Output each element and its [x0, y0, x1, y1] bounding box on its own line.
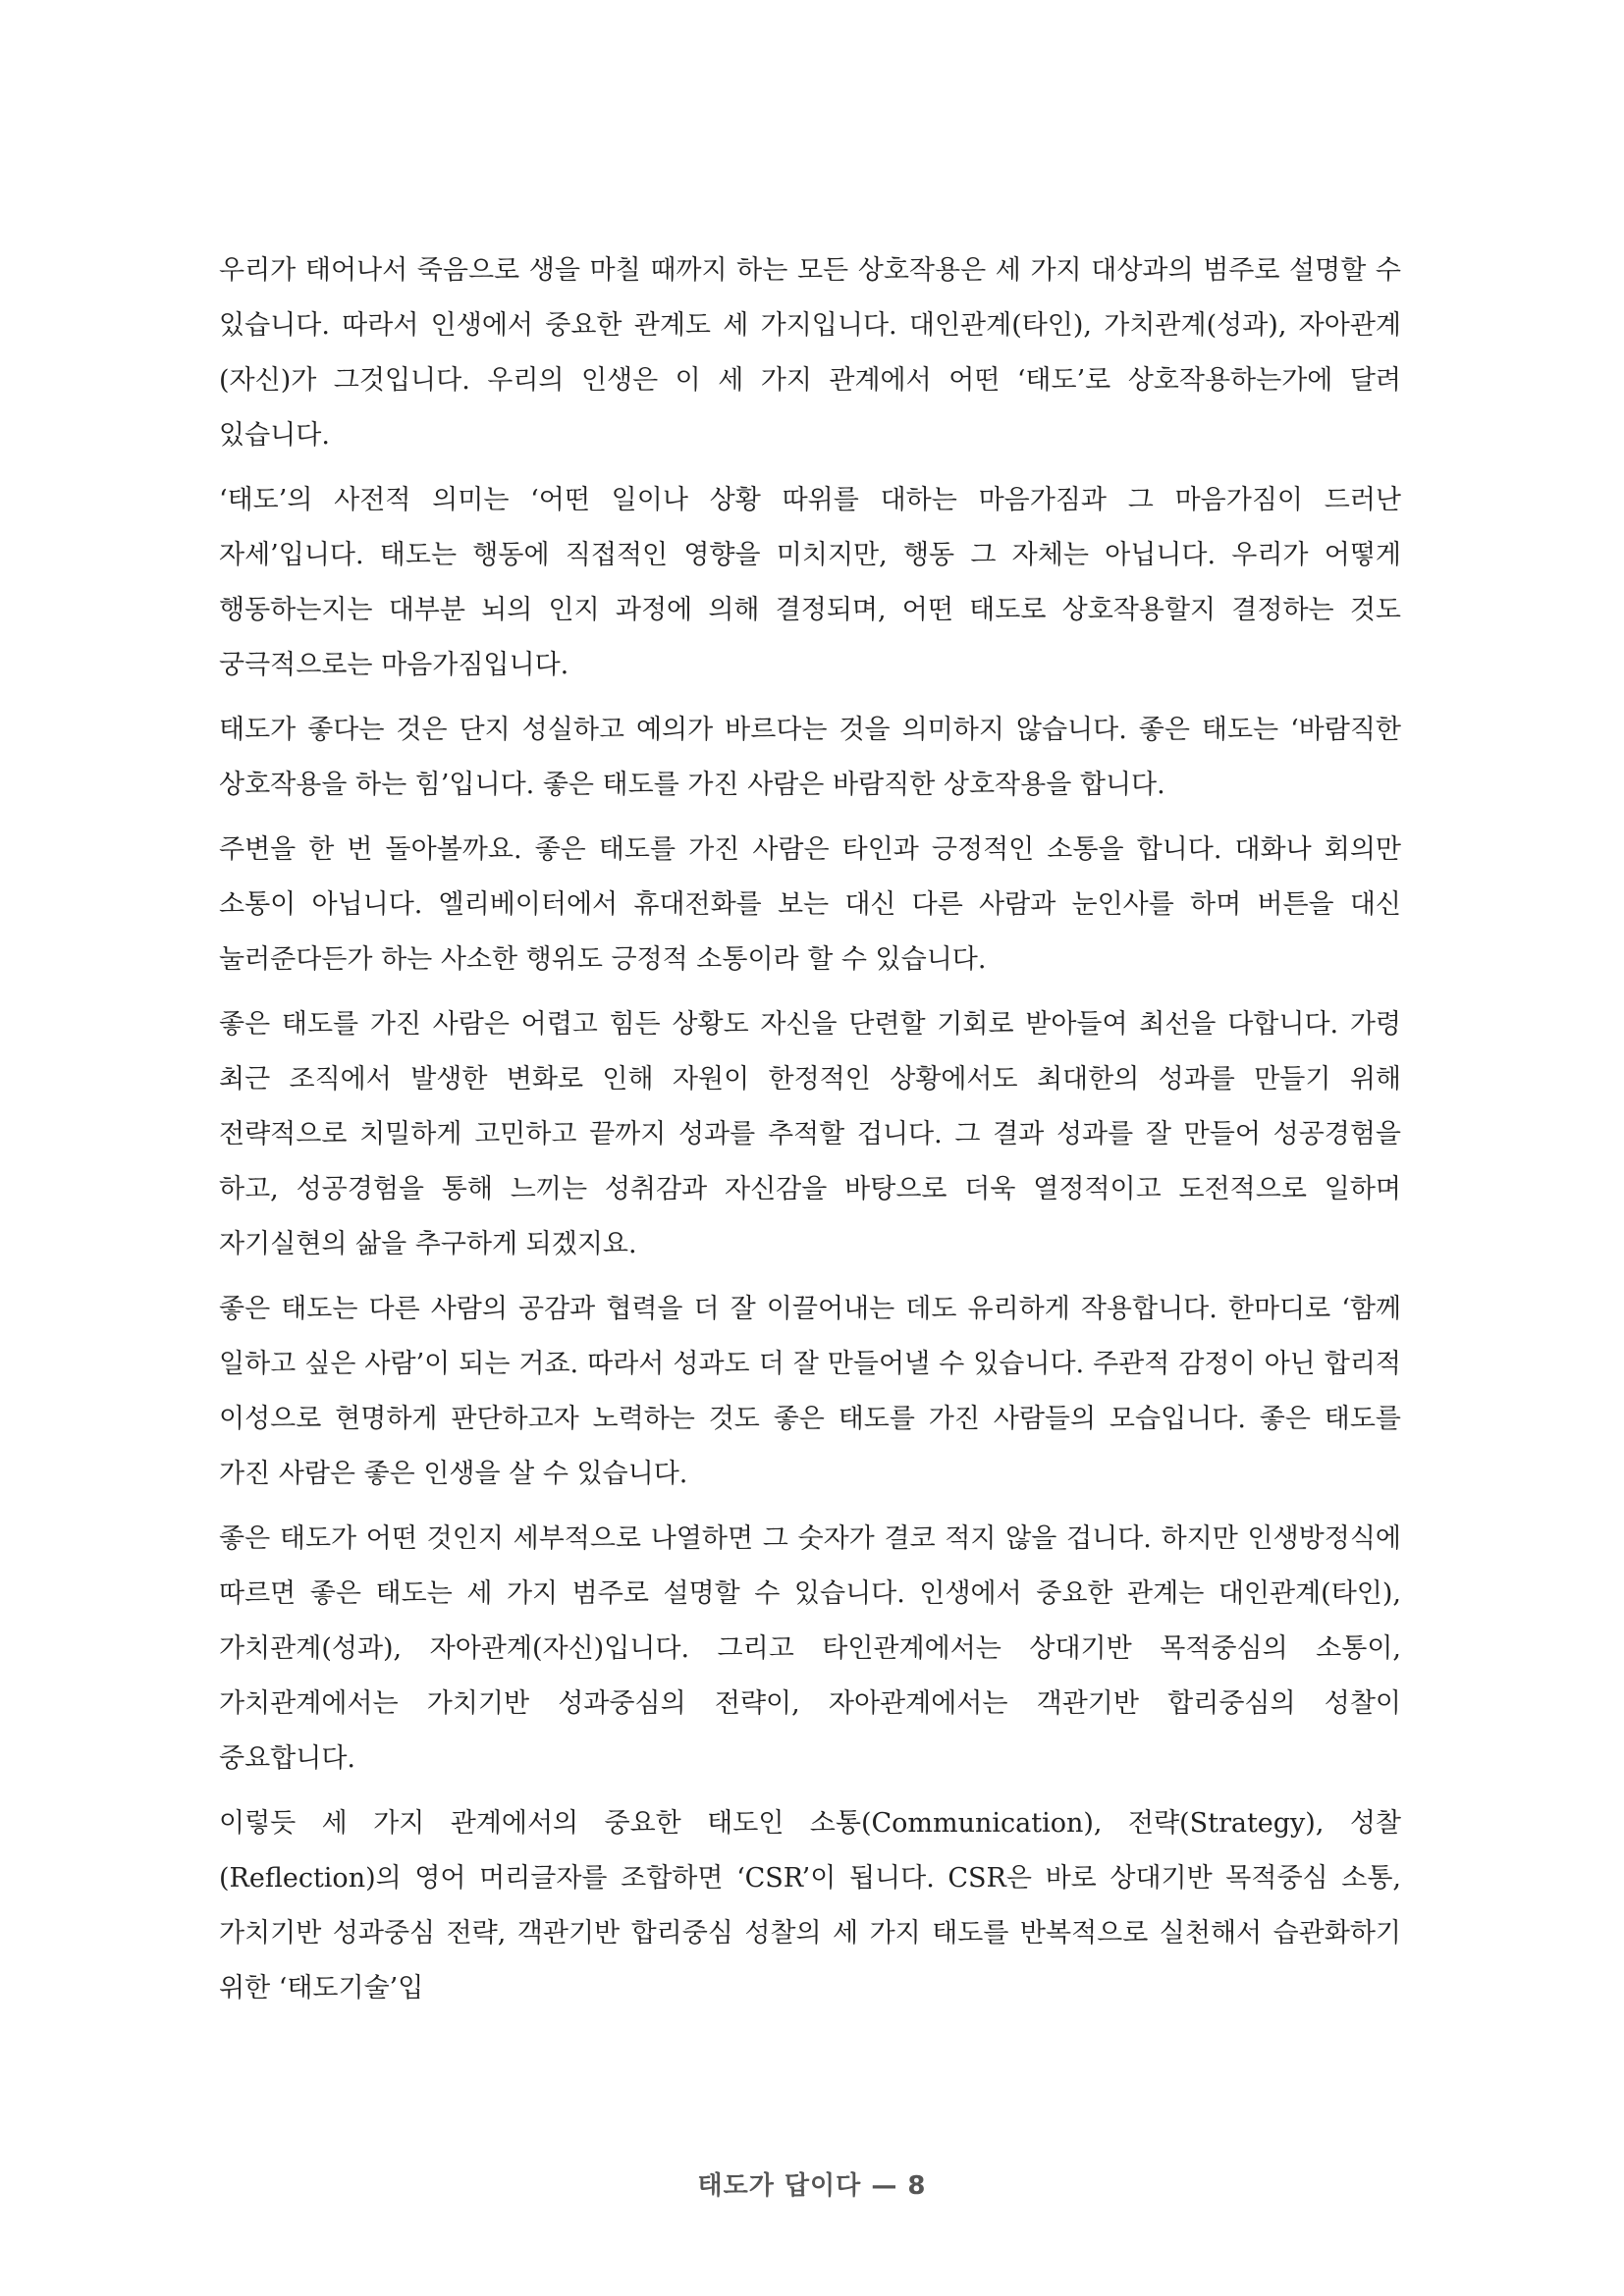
- page-number: 8: [907, 2171, 927, 2201]
- paragraph-5: 좋은 태도를 가진 사람은 어렵고 힘든 상황도 자신을 단련할 기회로 받아들여 최선을 다합니다. 가령 최근 조직에서 발생한 변화로 인해 자원이 한정적인 상황에서도 최대한의 성과를 만들기 위해 전략적으로 치밀하게 고민하고 끝까지 성과를 추적할 겁니다. 그 결과 성과를 잘 만들어 성공경험을 하고, 성공경험을 통해 느끼는 성취감과 자신감을 바탕으로 더욱 열정적이고 도전적으로 일하며 자기실현의 삶을 추구하게 되겠지요.: [219, 1009, 1401, 1259]
- paragraph-1: 우리가 태어나서 죽음으로 생을 마칠 때까지 하는 모든 상호작용은 세 가지 대상과의 범주로 설명할 수 있습니다. 따라서 인생에서 중요한 관계도 세 가지입니다. 대인관계(타인), 가치관계(성과), 자아관계(자신)가 그것입니다. 우리의 인생은 이 세 가지 관계에서 어떤 ‘태도’로 상호작용하는가에 달려 있습니다.: [219, 255, 1401, 451]
- paragraph-4: 주변을 한 번 돌아볼까요. 좋은 태도를 가진 사람은 타인과 긍정적인 소통을 합니다. 대화나 회의만 소통이 아닙니다. 엘리베이터에서 휴대전화를 보는 대신 다른 사람과 눈인사를 하며 버튼을 대신 눌러준다든가 하는 사소한 행위도 긍정적 소통이라 할 수 있습니다.: [219, 834, 1401, 975]
- paragraph-2: ‘태도’의 사전적 의미는 ‘어떤 일이나 상황 따위를 대하는 마음가짐과 그 마음가짐이 드러난 자세’입니다. 태도는 행동에 직접적인 영향을 미치지만, 행동 그 자체는 아닙니다. 우리가 어떻게 행동하는지는 대부분 뇌의 인지 과정에 의해 결정되며, 어떤 태도로 상호작용할지 결정하는 것도 궁극적으로는 마음가짐입니다.: [219, 485, 1401, 680]
- paragraph-3: 태도가 좋다는 것은 단지 성실하고 예의가 바르다는 것을 의미하지 않습니다. 좋은 태도는 ‘바람직한 상호작용을 하는 힘’입니다. 좋은 태도를 가진 사람은 바람직한 상호작용을 합니다.: [219, 715, 1401, 800]
- paragraph-8: 이렇듯 세 가지 관계에서의 중요한 태도인 소통(Communication), 전략(Strategy), 성찰(Reflection)의 영어 머리글자를 조합하면 ‘CSR’이 됩니다. CSR은 바로 상대기반 목적중심 소통, 가치기반 성과중심 전략, 객관기반 합리중심 성찰의 세 가지 태도를 반복적으로 실천해서 습관화하기 위한 ‘태도기술’입: [219, 1808, 1401, 2003]
- body-text: [219, 243, 1401, 2026]
- page-footer: [0, 2165, 1624, 2202]
- footer-separator: —: [871, 2171, 898, 2201]
- paragraph-6: 좋은 태도는 다른 사람의 공감과 협력을 더 잘 이끌어내는 데도 유리하게 작용합니다. 한마디로 ‘함께 일하고 싶은 사람’이 되는 거죠. 따라서 성과도 더 잘 만들어낼 수 있습니다. 주관적 감정이 아닌 합리적 이성으로 현명하게 판단하고자 노력하는 것도 좋은 태도를 가진 사람들의 모습입니다. 좋은 태도를 가진 사람은 좋은 인생을 살 수 있습니다.: [219, 1294, 1401, 1489]
- paragraph-7: 좋은 태도가 어떤 것인지 세부적으로 나열하면 그 숫자가 결코 적지 않을 겁니다. 하지만 인생방정식에 따르면 좋은 태도는 세 가지 범주로 설명할 수 있습니다. 인생에서 중요한 관계는 대인관계(타인), 가치관계(성과), 자아관계(자신)입니다. 그리고 타인관계에서는 상대기반 목적중심의 소통이, 가치관계에서는 가치기반 성과중심의 전략이, 자아관계에서는 객관기반 합리중심의 성찰이 중요합니다.: [219, 1523, 1401, 1774]
- footer-book-title: 태도가 답이다: [697, 2171, 862, 2201]
